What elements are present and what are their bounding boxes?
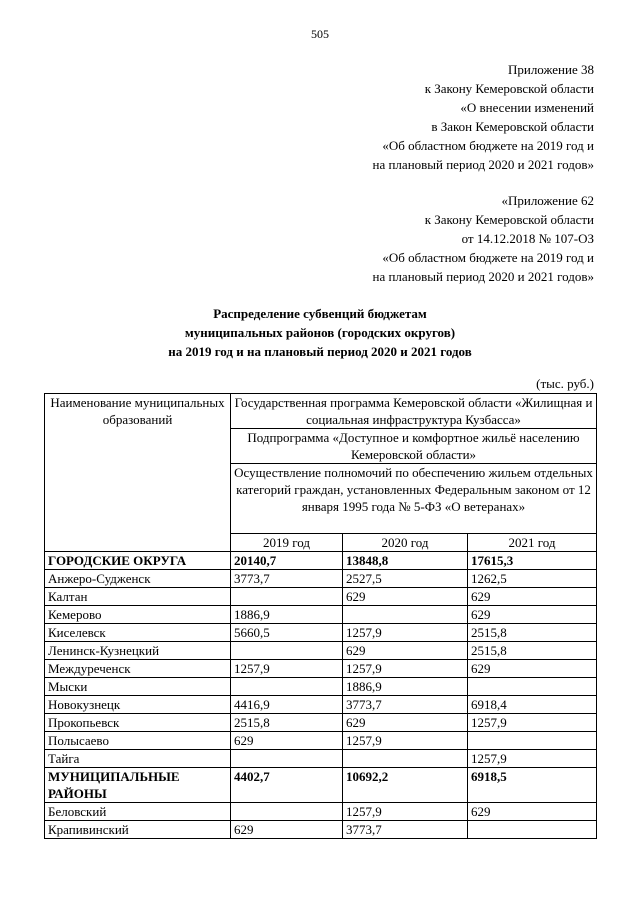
appendix-current-line: «О внесении изменений — [460, 100, 594, 115]
row-name-cell: Новокузнецк — [45, 696, 231, 714]
value-2019-cell: 5660,5 — [231, 624, 343, 642]
year-header: 2020 год — [343, 534, 468, 552]
row-name-cell: Кемерово — [45, 606, 231, 624]
value-2019-cell: 629 — [231, 821, 343, 839]
subsidy-table — [44, 393, 597, 839]
value-2020-cell: 629 — [343, 642, 468, 660]
value-2019-cell: 2515,8 — [231, 714, 343, 732]
value-2021-cell: 17615,3 — [468, 552, 597, 570]
appendix-current-line: Приложение 38 — [507, 62, 594, 77]
appendix-original-line: от 14.12.2018 № 107-ОЗ — [461, 231, 594, 246]
value-2019-cell: 629 — [231, 732, 343, 750]
value-2020-cell: 3773,7 — [343, 821, 468, 839]
value-2021-cell: 1257,9 — [468, 714, 597, 732]
appendix-original-line: «Приложение 62 — [501, 193, 594, 208]
title-line: Распределение субвенций бюджетам — [213, 306, 427, 321]
units-label: (тыс. руб.) — [536, 376, 594, 391]
value-2019-cell — [231, 588, 343, 606]
value-2020-cell: 1257,9 — [343, 624, 468, 642]
value-2019-cell — [231, 642, 343, 660]
value-2020-cell: 629 — [343, 588, 468, 606]
value-2021-cell: 2515,8 — [468, 624, 597, 642]
table-row — [45, 606, 597, 624]
subprogram-header: Подпрограмма «Доступное и комфортное жильё населению Кемеровской области» — [231, 429, 597, 464]
appendix-current-line: к Закону Кемеровской области — [424, 81, 594, 96]
program-header: Государственная программа Кемеровской области «Жилищная и социальная инфраструктура Кузбасса» — [231, 394, 597, 429]
value-2020-cell — [343, 606, 468, 624]
value-2019-cell — [231, 803, 343, 821]
value-2020-cell: 3773,7 — [343, 696, 468, 714]
year-header: 2019 год — [231, 534, 343, 552]
row-name-cell: Прокопьевск — [45, 714, 231, 732]
table-row — [45, 588, 597, 606]
table-row — [45, 624, 597, 642]
value-2019-cell — [231, 678, 343, 696]
page-number: 505 — [311, 27, 329, 41]
value-2021-cell: 1262,5 — [468, 570, 597, 588]
row-name-cell: Беловский — [45, 803, 231, 821]
row-name-cell: Тайга — [45, 750, 231, 768]
row-name-cell: Киселевск — [45, 624, 231, 642]
document-title — [0, 304, 640, 361]
table-row — [45, 750, 597, 768]
appendix-current-line: «Об областном бюджете на 2019 год и — [382, 138, 594, 153]
appendix-current-line: на плановый период 2020 и 2021 годов» — [372, 157, 594, 172]
value-2020-cell: 13848,8 — [343, 552, 468, 570]
value-2020-cell: 10692,2 — [343, 768, 468, 803]
table-row — [45, 696, 597, 714]
value-2021-cell: 6918,5 — [468, 768, 597, 803]
value-2021-cell — [468, 678, 597, 696]
value-2020-cell: 2527,5 — [343, 570, 468, 588]
value-2021-cell: 629 — [468, 660, 597, 678]
table-row — [45, 803, 597, 821]
value-2021-cell: 6918,4 — [468, 696, 597, 714]
value-2019-cell: 1886,9 — [231, 606, 343, 624]
row-name-cell: МУНИЦИПАЛЬНЫЕ РАЙОНЫ — [45, 768, 231, 803]
row-name-cell: Ленинск-Кузнецкий — [45, 642, 231, 660]
title-line: на 2019 год и на плановый период 2020 и 2021 годов — [168, 344, 472, 359]
name-column-header: Наименование муниципальных образований — [45, 394, 231, 552]
appendix-original-line: к Закону Кемеровской области — [424, 212, 594, 227]
value-2019-cell: 3773,7 — [231, 570, 343, 588]
value-2019-cell: 1257,9 — [231, 660, 343, 678]
appendix-current — [373, 60, 595, 174]
value-2020-cell: 629 — [343, 714, 468, 732]
appendix-original-line: «Об областном бюджете на 2019 год и — [382, 250, 594, 265]
value-2020-cell: 1257,9 — [343, 660, 468, 678]
appendix-original-line: на плановый период 2020 и 2021 годов» — [372, 269, 594, 284]
table-row — [45, 821, 597, 839]
row-name-cell: Мыски — [45, 678, 231, 696]
table-row — [45, 570, 597, 588]
row-name-cell: ГОРОДСКИЕ ОКРУГА — [45, 552, 231, 570]
row-name-cell: Полысаево — [45, 732, 231, 750]
table-row — [45, 732, 597, 750]
table-row — [45, 660, 597, 678]
row-name-cell: Междуреченск — [45, 660, 231, 678]
table-row — [45, 642, 597, 660]
value-2019-cell: 20140,7 — [231, 552, 343, 570]
value-2021-cell: 2515,8 — [468, 642, 597, 660]
value-2019-cell: 4402,7 — [231, 768, 343, 803]
row-name-cell: Калтан — [45, 588, 231, 606]
table-row — [45, 714, 597, 732]
value-2021-cell: 1257,9 — [468, 750, 597, 768]
row-name-cell: Крапивинский — [45, 821, 231, 839]
value-2020-cell: 1257,9 — [343, 803, 468, 821]
table-row — [45, 768, 597, 803]
year-header: 2021 год — [468, 534, 597, 552]
appendix-original — [373, 191, 595, 286]
value-2020-cell — [343, 750, 468, 768]
measure-header: Осуществление полномочий по обеспечению жильем отдельных категорий граждан, установленных Федеральным законом от 12 января 1995 года № 5-ФЗ «О ветеранах» — [231, 464, 597, 534]
value-2021-cell: 629 — [468, 803, 597, 821]
table-row — [45, 678, 597, 696]
value-2020-cell: 1257,9 — [343, 732, 468, 750]
value-2021-cell: 629 — [468, 588, 597, 606]
value-2021-cell — [468, 732, 597, 750]
value-2021-cell: 629 — [468, 606, 597, 624]
value-2019-cell: 4416,9 — [231, 696, 343, 714]
appendix-current-line: в Закон Кемеровской области — [431, 119, 594, 134]
title-line: муниципальных районов (городских округов) — [184, 325, 456, 340]
row-name-cell: Анжеро-Судженск — [45, 570, 231, 588]
value-2019-cell — [231, 750, 343, 768]
table-row — [45, 552, 597, 570]
value-2021-cell — [468, 821, 597, 839]
value-2020-cell: 1886,9 — [343, 678, 468, 696]
